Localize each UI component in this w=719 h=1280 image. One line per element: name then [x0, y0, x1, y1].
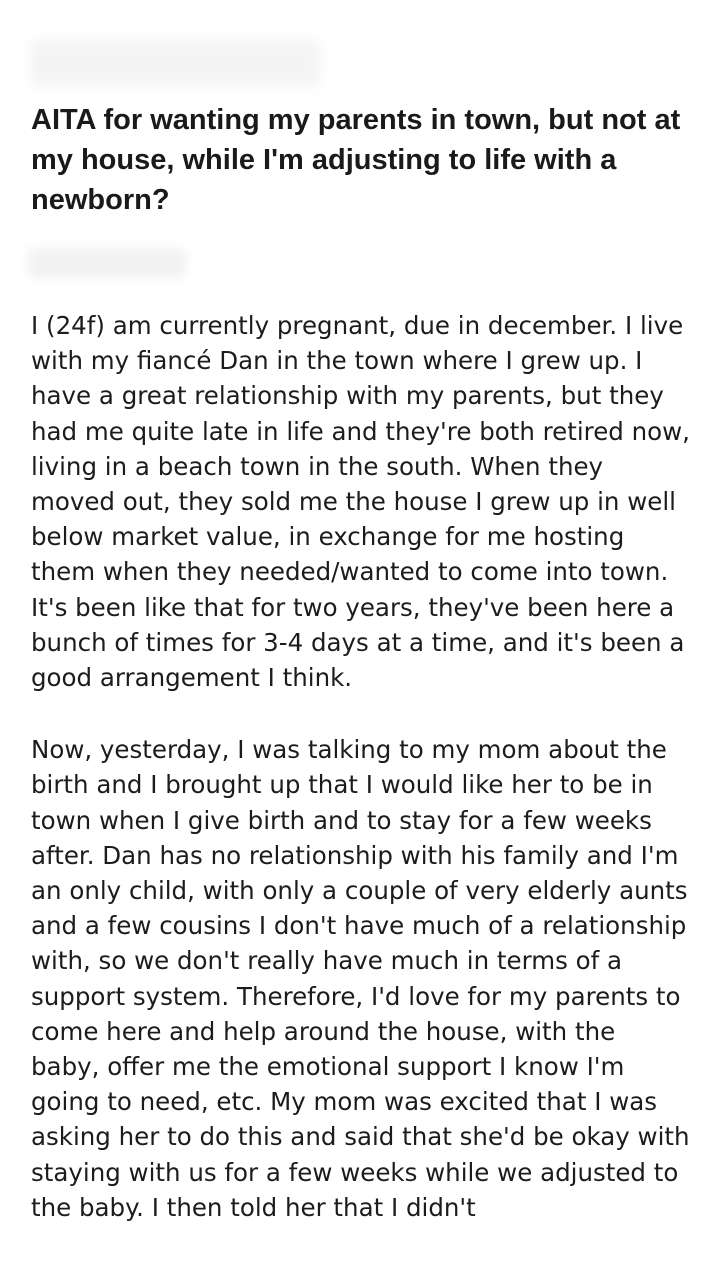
- blurred-post-meta: [28, 248, 186, 278]
- blurred-header: [30, 40, 320, 86]
- post-body: [31, 308, 691, 1262]
- post-paragraph: Now, yesterday, I was talking to my mom about the birth and I brought up that I would like her to be in town when I give birth and to stay for a few weeks after. Dan has no relationship with his family and I'm an only child, with only a couple of very elderly aunts and a few cousins I don't have much of a relationship with, so we don't really have much in terms of a support system. Therefore, I'd love for my parents to come here and help around the house, with the baby, offer me the emotional support I know I'm going to need, etc. My mom was excited that I was asking her to do this and said that she'd be okay with staying with us for a few weeks while we adjusted to the baby. I then told her that I didn't: [31, 735, 690, 1222]
- post-paragraph: I (24f) am currently pregnant, due in december. I live with my fiancé Dan in the town where I grew up. I have a great relationship with my parents, but they had me quite late in life and they're both retired now, living in a beach town in the south. When they moved out, they sold me the house I grew up in well below market value, in exchange for me hosting them when they needed/wanted to come into town. It's been like that for two years, they've been here a bunch of times for 3-4 days at a time, and it's been a good arrangement I think.: [31, 311, 690, 693]
- post-title: AITA for wanting my parents in town, but not at my house, while I'm adjusting to life with a newborn?: [31, 104, 681, 216]
